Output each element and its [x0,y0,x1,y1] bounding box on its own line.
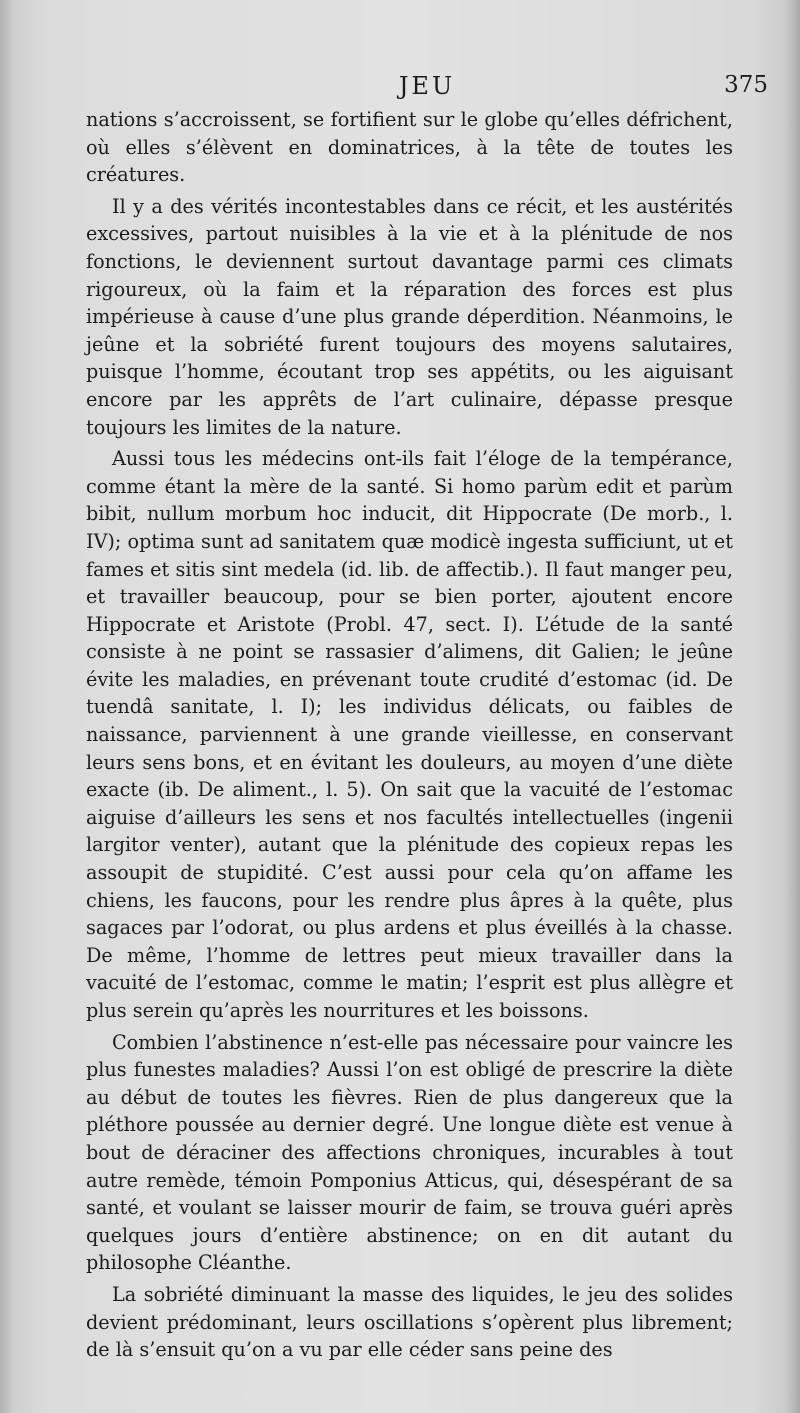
page-number: 375 [724,72,768,98]
paragraph: Combien l’abstinence n’est-elle pas nécessaire pour vaincre les plus funestes maladies? Aussi l’on est obligé de prescrire la diète au début de toutes les fièvres. Rien de plus dangereux que la pléthore poussée au dernier degré. Une longue diète est venue à bout de déraciner des affections chroniques, incurables à tout autre remède, témoin Pomponius Atticus, qui, désespérant de sa santé, et voulant se laisser mourir de faim, se trouva guéri après quelques jours d’entière abstinence; on en dit autant du philosophe Cléanthe. [86,1030,733,1275]
body-text [86,106,733,1364]
paragraph: Aussi tous les médecins ont-ils fait l’éloge de la tempérance, comme étant la mère de la santé. Si homo parùm edit et parùm bibit, nullum morbum hoc inducit, dit Hippocrate (De morb., l. IV); optima sunt ad sanitatem quæ modicè ingesta sufficiunt, ut et fames et sitis sint medela (id. lib. de affectib.). Il faut manger peu, et travailler beaucoup, pour se bien porter, ajoutent encore Hippocrate et Aristote (Probl. 47, sect. I). L’étude de la santé consiste à ne point se rassasier d’alimens, dit Galien; le jeûne évite les maladies, en prévenant toute crudité d’estomac (id. De tuendâ sanitate, l. I); les individus délicats, ou faibles de naissance, parviennent à une grande vieillesse, en conservant leurs sens bons, et en évitant les douleurs, au moyen d’une diète exacte (ib. De aliment., l. 5). On sait que la vacuité de l’estomac aiguise d’ailleurs les sens et nos facultés intellectuelles (ingenii largitor venter), autant que la plénitude des copieux repas les assoupit de stupidité. C’est aussi pour cela qu’on affame les chiens, les faucons, pour les rendre plus âpres à la quête, plus sagaces par l’odorat, ou plus ardens et plus éveillés à la chasse. De même, l’homme de lettres peut mieux travailler dans la vacuité de l’estomac, comme le matin; l’esprit est plus allègre et plus serein qu’après les nourritures et les boissons. [86,447,733,1022]
page-edge-shadow-right [786,0,800,1413]
paragraph: Il y a des vérités incontestables dans ce récit, et les austérités excessives, partout nuisibles à la vie et à la plénitude de nos fonctions, le deviennent surtout davantage parmi ces climats rigoureux, où la faim et la réparation des forces est plus impérieuse à cause d’une plus grande déperdition. Néanmoins, le jeûne et la sobriété furent toujours des moyens salutaires, puisque l’homme, écoutant trop ses appétits, ou les aiguisant encore par les apprêts de l’art culinaire, dépasse presque toujours les limites de la nature. [86,194,733,439]
paragraph-continued: nations s’accroissent, se fortifient sur le globe qu’elles défrichent, où elles s’élèvent en dominatrices, à la tête de toutes les créatures. [86,108,733,187]
running-head: JEU [398,72,456,100]
paragraph: La sobriété diminuant la masse des liquides, le jeu des solides devient prédominant, leurs oscillations s’opèrent plus librement; de là s’ensuit qu’on a vu par elle céder sans peine des [86,1282,733,1362]
page-edge-shadow-left [0,0,14,1413]
